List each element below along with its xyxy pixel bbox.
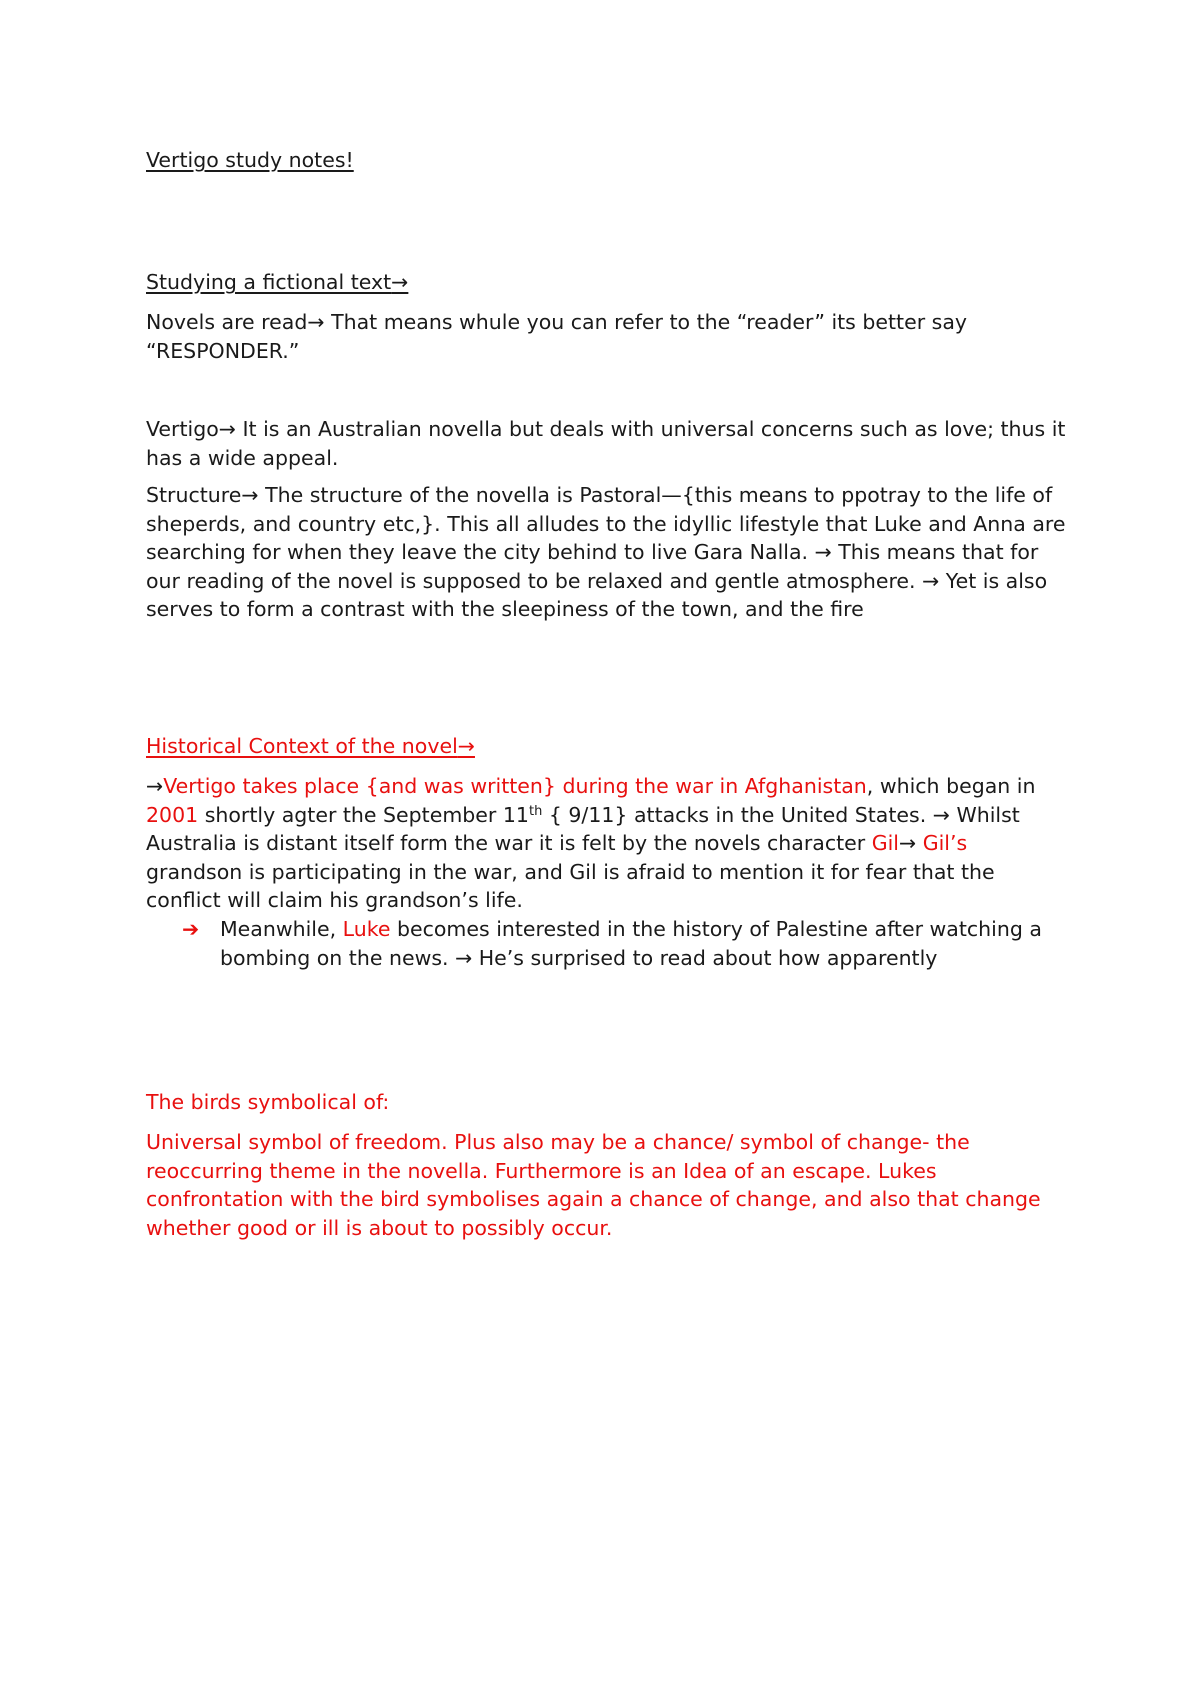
paragraph-historical [146,772,1066,915]
arrow-icon: → [241,483,259,507]
bullet-text-c: He’s surprised to read about how apparently [472,945,938,970]
arrow-icon: → [391,270,409,294]
ordinal-suffix: th [528,803,543,819]
historical-year: 2001 [146,802,199,827]
arrow-icon: → [899,831,917,855]
arrow-icon: → [457,734,475,758]
structure-text-c: Yet is also serves to form a contrast with the sleepiness of the town, and the fire [146,568,1048,621]
structure-text-a: The structure of the novella is Pastoral—{this means to ppotray to the life of sheperds, and country etc,}. This all alludes to the idyllic lifestyle that Luke and Anna are searching for when they leave the city behind to live Gara Nalla. [146,483,1066,564]
bullet-text-b: becomes interested in the history of Palestine after watching a bombing on the news. [220,917,1042,970]
vertigo-label: Vertigo [146,417,219,441]
arrow-icon: → [922,568,940,593]
arrow-bullet-icon: ➔ [182,917,200,941]
historical-text-b: , which began in [866,774,1036,798]
historical-text-c: shortly agter the September 11 [198,802,529,827]
novels-lead: Novels are read [146,310,308,334]
novels-text: That means whule you can refer to the “reader” its better say “RESPONDER.” [146,310,968,363]
paragraph-structure [146,481,1066,624]
paragraph-novels [146,308,1066,365]
historical-red-text: Vertigo takes place {and was written} during the war in Afghanistan [163,774,867,798]
structure-text-b: This means that for our reading of the novel is supposed to be relaxed and gentle atmosphere. [146,540,1039,593]
bullet-text [220,915,1066,972]
section-heading-fiction [146,268,1066,297]
section-heading-birds: The birds symbolical of: [146,1090,390,1114]
historical-text-e: Whilst Australia is distant itself form the war it is felt by the novels character [146,802,1020,855]
historical-heading-text: Historical Context of the novel [146,734,458,758]
paragraph-birds: Universal symbol of freedom. Plus also may be a chance/ symbol of change- the reoccurring theme in the novella. Furthermore is an Idea of an escape. Lukes confrontation with the bird symbolises again a chance of change, and also that change whether good or ill is about to possibly occur. [146,1130,1041,1240]
arrow-icon: → [814,540,832,564]
paragraph-vertigo [146,415,1066,472]
arrow-icon: → [218,417,236,441]
bullet-luke: Luke [342,917,391,941]
arrow-icon: → [932,802,950,827]
structure-label: Structure [146,483,242,507]
historical-gils: Gil’s [916,831,968,855]
page-title: Vertigo study notes! [146,148,354,172]
historical-text-f: grandson is participating in the war, and Gil is afraid to mention it for fear that the conflict will claim his grandson’s life. [146,859,995,912]
fiction-heading-text: Studying a fictional text [146,270,392,294]
historical-gil: Gil [871,831,899,855]
arrow-icon: → [307,310,325,334]
arrow-icon: → [146,774,164,798]
bullet-text-a: Meanwhile, [220,917,343,941]
historical-text-d: { 9/11} attacks in the United States. [542,802,933,827]
arrow-icon: → [455,945,473,970]
vertigo-text: It is an Australian novella but deals with universal concerns such as love; thus it has a wide appeal. [146,417,1066,470]
section-heading-historical [146,732,1066,761]
